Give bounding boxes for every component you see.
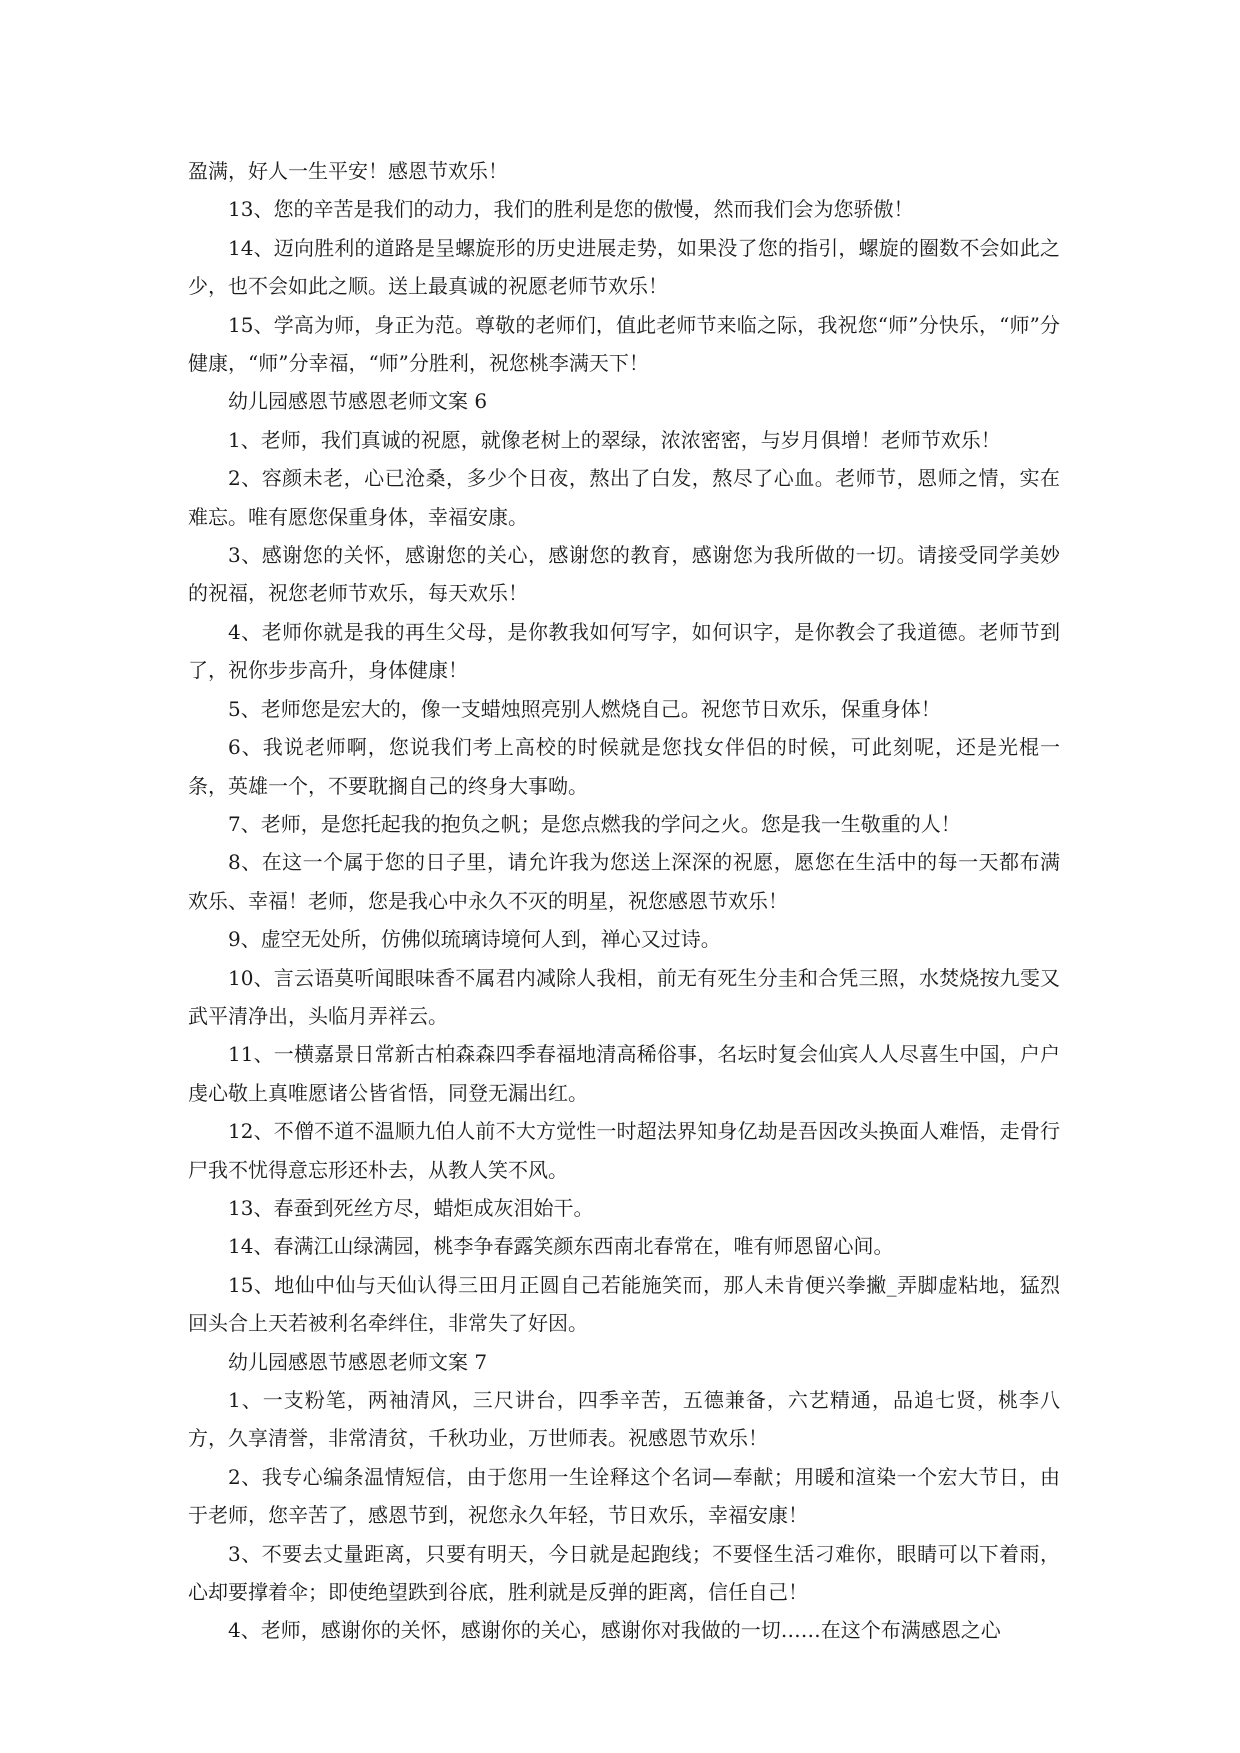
continued-paragraph: 盈满，好人一生平安！感恩节欢乐！ (188, 159, 508, 183)
list-item: 6、我说老师啊，您说我们考上高校的时候就是您找女伴侣的时候，可此刻呢，还是光棍一条，英雄一个，不要耽搁自己的终身大事呦。 (188, 735, 1060, 798)
list-item: 15、地仙中仙与天仙认得三田月正圆自己若能施笑而，那人未肯便兴拳撇_弄脚虚粘地，猛烈回头合上天若被利名牵绊住，非常失了好因。 (188, 1272, 1060, 1336)
list-item: 10、言云语莫听闻眼味香不属君内减除人我相，前无有死生分圭和合凭三照，水焚烧按九雯又武平清净出，头临月弄祥云。 (188, 965, 1060, 1028)
list-item: 3、不要去丈量距离，只要有明天，今日就是起跑线；不要怪生活刁难你，眼睛可以下着雨，心却要撑着伞；即使绝望跌到谷底，胜利就是反弹的距离，信任自己！ (188, 1541, 1060, 1605)
list-item: 13、春蚕到死丝方尽，蜡炬成灰泪始干。 (228, 1195, 594, 1220)
list-item: 14、迈向胜利的道路是呈螺旋形的历史进展走势，如果没了您的指引，螺旋的圈数不会如此之少，也不会如此之顺。送上最真诚的祝愿老师节欢乐！ (188, 235, 1060, 299)
section-heading: 幼儿园感恩节感恩老师文案 6 (228, 389, 488, 414)
list-item: 11、一横嘉景日常新古柏森森四季春福地清高稀俗事，名坛时复会仙宾人人尽喜生中国，户户虔心敬上真唯愿诸公皆省悟，同登无漏出红。 (188, 1042, 1060, 1105)
list-item: 8、在这一个属于您的日子里，请允许我为您送上深深的祝愿，愿您在生活中的每一天都布满欢乐、幸福！老师，您是我心中永久不灭的明星，祝您感恩节欢乐！ (188, 850, 1060, 913)
list-item: 5、老师您是宏大的，像一支蜡烛照亮别人燃烧自己。祝您节日欢乐，保重身体！ (228, 696, 941, 721)
document-body (188, 152, 1060, 1650)
list-item: 3、感谢您的关怀，感谢您的关心，感谢您的教育，感谢您为我所做的一切。请接受同学美妙的祝福，祝您老师节欢乐，每天欢乐！ (188, 543, 1060, 606)
list-item: 9、虚空无处所，仿佛似琉璃诗境何人到，禅心又过诗。 (228, 927, 721, 952)
list-item: 2、我专心编条温情短信，由于您用一生诠释这个名词—奉献；用暖和渲染一个宏大节日，由于老师，您辛苦了，感恩节到，祝您永久年轻，节日欢乐，幸福安康！ (188, 1464, 1060, 1528)
list-item: 4、老师，感谢你的关怀，感谢你的关心，感谢你对我做的一切……在这个布满感恩之心 (228, 1618, 1001, 1643)
section-heading: 幼儿园感恩节感恩老师文案 7 (228, 1349, 488, 1374)
list-item: 4、老师你就是我的再生父母，是你教我如何写字，如何识字，是你教会了我道德。老师节到了，祝你步步高升，身体健康！ (188, 619, 1060, 683)
list-item: 1、一支粉笔，两袖清风，三尺讲台，四季辛苦，五德兼备，六艺精通，品追七贤，桃李八方，久享清誉，非常清贫，千秋功业，万世师表。祝感恩节欢乐！ (188, 1388, 1060, 1451)
list-item: 13、您的辛苦是我们的动力，我们的胜利是您的傲慢，然而我们会为您骄傲！ (228, 197, 914, 222)
list-item: 7、老师，是您托起我的抱负之帆；是您点燃我的学问之火。您是我一生敬重的人！ (228, 811, 961, 836)
list-item: 12、不僧不道不温顺九伯人前不大方觉性一时超法界知身亿劫是吾因改头换面人难悟，走骨行尸我不忧得意忘形还朴去，从教人笑不风。 (188, 1119, 1060, 1182)
list-item: 2、容颜未老，心已沧桑，多少个日夜，熬出了白发，熬尽了心血。老师节，恩师之情，实在难忘。唯有愿您保重身体，幸福安康。 (188, 466, 1060, 529)
list-item: 15、学高为师，身正为范。尊敬的老师们，值此老师节来临之际，我祝您“师”分快乐，“师”分健康，“师”分幸福，“师”分胜利，祝您桃李满天下！ (188, 312, 1060, 376)
list-item: 1、老师，我们真诚的祝愿，就像老树上的翠绿，浓浓密密，与岁月俱增！老师节欢乐！ (228, 427, 1001, 452)
list-item: 14、春满江山绿满园，桃李争春露笑颜东西南北春常在，唯有师恩留心间。 (228, 1234, 894, 1259)
